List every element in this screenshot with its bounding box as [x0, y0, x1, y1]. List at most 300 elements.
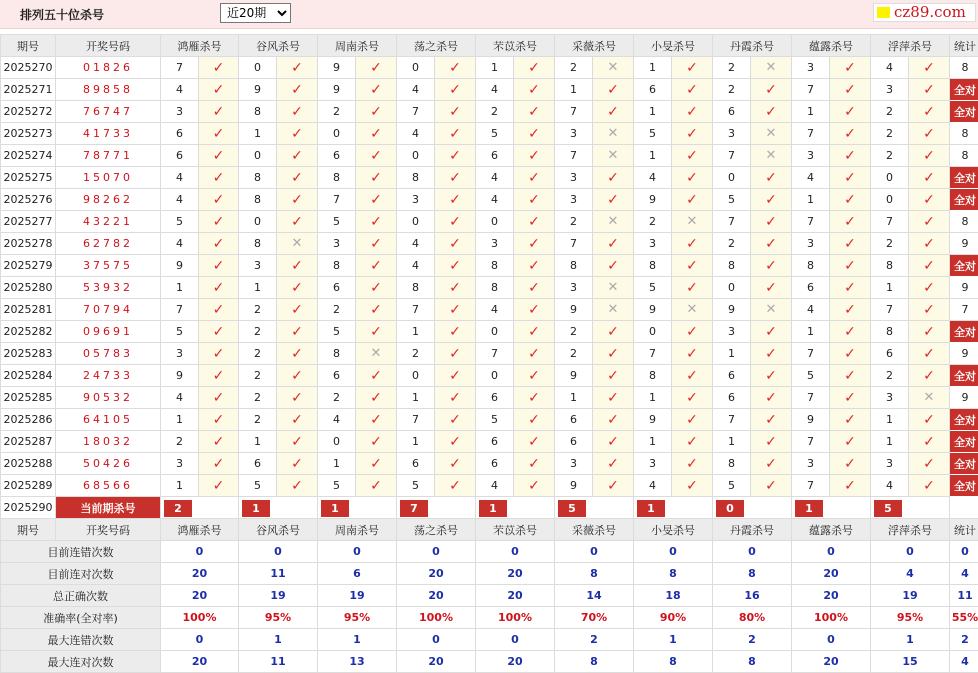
check-icon: [514, 167, 555, 189]
check-mark-icon: ✓: [528, 302, 540, 318]
check-mark-icon: ✓: [291, 214, 303, 230]
kill-value: 7: [713, 409, 751, 431]
kill-value: 4: [476, 79, 514, 101]
check-icon: [435, 189, 476, 211]
stat-value: 0: [634, 541, 713, 563]
table-row: [1, 233, 978, 255]
kill-value: 0: [239, 57, 277, 79]
kill-value: 9: [634, 189, 672, 211]
check-mark-icon: ✓: [686, 126, 698, 142]
check-mark-icon: ✓: [370, 258, 382, 274]
check-icon: [199, 453, 239, 475]
table-row: [1, 123, 978, 145]
stat-value: 20: [161, 563, 239, 585]
check-icon: [435, 123, 476, 145]
check-icon: [672, 123, 713, 145]
stat-value: 0: [318, 541, 397, 563]
kill-value: 9: [555, 365, 593, 387]
check-icon: [514, 255, 555, 277]
check-mark-icon: ✓: [213, 302, 225, 318]
kill-value: 6: [476, 387, 514, 409]
kill-value: 7: [713, 145, 751, 167]
table-row: [1, 255, 978, 277]
check-icon: [435, 409, 476, 431]
check-icon: [593, 167, 634, 189]
check-icon: [277, 189, 318, 211]
check-icon: [751, 453, 792, 475]
kill-value: 2: [239, 321, 277, 343]
check-mark-icon: ✓: [844, 104, 856, 120]
cross-icon: [751, 299, 792, 321]
stat-value: 8: [555, 651, 634, 673]
stat-value: 20: [476, 585, 555, 607]
table-row: [1, 365, 978, 387]
check-icon: [277, 343, 318, 365]
check-mark-icon: ✓: [607, 104, 619, 120]
check-icon: [593, 79, 634, 101]
check-mark-icon: ✓: [607, 82, 619, 98]
row-total: 全对: [950, 409, 978, 431]
check-mark-icon: ✓: [213, 412, 225, 428]
check-icon: [593, 233, 634, 255]
check-mark-icon: ✓: [213, 324, 225, 340]
kill-value: 8: [871, 255, 909, 277]
stat-value: 8: [713, 563, 792, 585]
stat-label: 总正确次数: [1, 585, 161, 607]
check-mark-icon: ✓: [213, 126, 225, 142]
check-icon: [356, 123, 397, 145]
issue-number: 2025287: [1, 431, 56, 453]
check-mark-icon: ✓: [923, 324, 935, 340]
cross-icon: [356, 343, 397, 365]
row-total: 全对: [950, 255, 978, 277]
check-icon: [909, 475, 950, 497]
check-icon: [435, 431, 476, 453]
check-icon: [672, 79, 713, 101]
cross-icon: [751, 57, 792, 79]
check-icon: [672, 431, 713, 453]
check-mark-icon: ✓: [213, 368, 225, 384]
column-header: 期号: [1, 35, 56, 57]
check-mark-icon: ✓: [844, 412, 856, 428]
check-mark-icon: ✓: [291, 170, 303, 186]
column-header: 小旻杀号: [634, 35, 713, 57]
check-mark-icon: ✓: [291, 126, 303, 142]
check-mark-icon: ✓: [686, 390, 698, 406]
kill-value: 7: [555, 145, 593, 167]
stat-value: 20: [476, 563, 555, 585]
stat-value: 4: [950, 563, 978, 585]
kill-value: 8: [397, 277, 435, 299]
kill-value: 3: [318, 233, 356, 255]
check-icon: [672, 475, 713, 497]
check-mark-icon: ✓: [686, 280, 698, 296]
check-icon: [356, 145, 397, 167]
check-mark-icon: ✓: [844, 390, 856, 406]
check-mark-icon: ✓: [370, 148, 382, 164]
check-icon: [199, 321, 239, 343]
stat-value: 0: [476, 629, 555, 651]
row-total: 全对: [950, 101, 978, 123]
stat-value: 6: [318, 563, 397, 585]
kill-value: 4: [397, 233, 435, 255]
check-mark-icon: ✓: [923, 456, 935, 472]
table-row: [1, 145, 978, 167]
stat-label: 准确率(全对率): [1, 607, 161, 629]
cross-icon: [672, 211, 713, 233]
check-mark-icon: ✓: [528, 82, 540, 98]
check-icon: [277, 365, 318, 387]
kill-value: 2: [318, 299, 356, 321]
check-mark-icon: ✓: [923, 236, 935, 252]
row-total: 8: [950, 123, 978, 145]
kill-value: 1: [161, 277, 199, 299]
check-icon: [356, 387, 397, 409]
draw-number: 09691: [56, 321, 161, 343]
check-icon: [830, 475, 871, 497]
cross-icon: [593, 145, 634, 167]
kill-value: 7: [792, 211, 830, 233]
check-icon: [356, 167, 397, 189]
brand-logo[interactable]: [873, 3, 976, 22]
check-mark-icon: ✓: [765, 214, 777, 230]
check-mark-icon: ✓: [765, 280, 777, 296]
check-icon: [277, 123, 318, 145]
issue-number: 2025279: [1, 255, 56, 277]
check-mark-icon: ✓: [291, 478, 303, 494]
column-header: 鸿雁杀号: [161, 519, 239, 541]
column-header: 芣苡杀号: [476, 35, 555, 57]
period-select[interactable]: [220, 3, 291, 23]
kill-value: 0: [634, 321, 672, 343]
check-mark-icon: ✓: [844, 456, 856, 472]
kill-value: 8: [239, 167, 277, 189]
kill-value: 1: [871, 431, 909, 453]
check-mark-icon: ✓: [923, 192, 935, 208]
check-mark-icon: ✓: [923, 60, 935, 76]
check-mark-icon: ✓: [844, 258, 856, 274]
table-row: [1, 387, 978, 409]
check-icon: [514, 277, 555, 299]
column-header: 采薇杀号: [555, 519, 634, 541]
column-header: 丹霞杀号: [713, 519, 792, 541]
kill-value: 5: [634, 123, 672, 145]
check-mark-icon: ✓: [449, 148, 461, 164]
check-mark-icon: ✓: [844, 214, 856, 230]
check-mark-icon: ✓: [923, 82, 935, 98]
check-mark-icon: ✓: [291, 104, 303, 120]
stat-row: [1, 563, 978, 585]
stat-value: 13: [318, 651, 397, 673]
kill-value: 5: [161, 321, 199, 343]
stat-value: 100%: [397, 607, 476, 629]
kill-value: 1: [476, 57, 514, 79]
kill-value: 6: [476, 431, 514, 453]
kill-value: 1: [634, 431, 672, 453]
check-icon: [672, 321, 713, 343]
check-mark-icon: ✓: [844, 302, 856, 318]
stat-value: 20: [476, 651, 555, 673]
check-icon: [277, 453, 318, 475]
stat-value: 8: [713, 651, 792, 673]
kill-value: 7: [792, 79, 830, 101]
check-mark-icon: ✓: [765, 368, 777, 384]
kill-value: 3: [634, 233, 672, 255]
check-icon: [751, 167, 792, 189]
kill-value: 1: [161, 475, 199, 497]
current-kill-cell: [792, 497, 871, 519]
check-icon: [199, 409, 239, 431]
cross-icon: [593, 123, 634, 145]
issue-number: 2025277: [1, 211, 56, 233]
check-mark-icon: ✓: [449, 412, 461, 428]
draw-number: 70794: [56, 299, 161, 321]
issue-number: 2025276: [1, 189, 56, 211]
check-icon: [435, 211, 476, 233]
cross-mark-icon: ✕: [766, 302, 777, 317]
check-icon: [356, 255, 397, 277]
check-icon: [277, 101, 318, 123]
stat-value: 90%: [634, 607, 713, 629]
table-row: [1, 101, 978, 123]
stat-value: 14: [555, 585, 634, 607]
draw-number: 24733: [56, 365, 161, 387]
check-icon: [909, 431, 950, 453]
check-mark-icon: ✓: [607, 192, 619, 208]
draw-number: 90532: [56, 387, 161, 409]
check-mark-icon: ✓: [370, 412, 382, 428]
stat-label: 最大连错次数: [1, 629, 161, 651]
check-mark-icon: ✓: [291, 368, 303, 384]
check-icon: [751, 233, 792, 255]
check-mark-icon: ✓: [765, 192, 777, 208]
check-icon: [672, 343, 713, 365]
check-icon: [435, 255, 476, 277]
kill-value: 2: [239, 299, 277, 321]
kill-value: 4: [397, 79, 435, 101]
check-mark-icon: ✓: [686, 258, 698, 274]
check-mark-icon: ✓: [213, 60, 225, 76]
row-total: 全对: [950, 321, 978, 343]
kill-value: 5: [397, 475, 435, 497]
kill-value: 5: [239, 475, 277, 497]
check-mark-icon: ✓: [844, 324, 856, 340]
issue-number: 2025274: [1, 145, 56, 167]
stat-value: 100%: [476, 607, 555, 629]
check-icon: [356, 409, 397, 431]
kill-value: 3: [792, 57, 830, 79]
kill-value: 4: [397, 255, 435, 277]
kill-value: 2: [871, 233, 909, 255]
check-icon: [593, 189, 634, 211]
cross-mark-icon: ✕: [292, 236, 303, 251]
kill-value: 6: [239, 453, 277, 475]
cross-mark-icon: ✕: [687, 302, 698, 317]
check-mark-icon: ✓: [449, 324, 461, 340]
kill-value: 8: [239, 101, 277, 123]
kill-value: 0: [318, 123, 356, 145]
check-icon: [593, 321, 634, 343]
kill-value: 3: [161, 343, 199, 365]
table-row: [1, 343, 978, 365]
cross-mark-icon: ✕: [608, 302, 619, 317]
check-icon: [830, 343, 871, 365]
table-row: [1, 79, 978, 101]
kill-value: 6: [161, 123, 199, 145]
issue-number: 2025283: [1, 343, 56, 365]
kill-value: 4: [476, 189, 514, 211]
kill-value: 3: [555, 189, 593, 211]
current-kill-badge: 1: [637, 500, 665, 517]
check-mark-icon: ✓: [213, 346, 225, 362]
kill-value: 2: [318, 387, 356, 409]
check-mark-icon: ✓: [844, 368, 856, 384]
check-mark-icon: ✓: [370, 324, 382, 340]
check-icon: [435, 343, 476, 365]
check-icon: [435, 145, 476, 167]
check-mark-icon: ✓: [607, 368, 619, 384]
check-icon: [909, 365, 950, 387]
stat-value: 0: [397, 629, 476, 651]
column-header: 开奖号码: [56, 35, 161, 57]
kill-value: 5: [634, 277, 672, 299]
kill-value: 8: [397, 167, 435, 189]
issue-number: 2025286: [1, 409, 56, 431]
kill-value: 4: [161, 233, 199, 255]
check-icon: [277, 321, 318, 343]
cross-icon: [593, 57, 634, 79]
check-icon: [199, 475, 239, 497]
check-icon: [751, 387, 792, 409]
cross-mark-icon: ✕: [608, 214, 619, 229]
check-mark-icon: ✓: [765, 236, 777, 252]
top-bar: [0, 0, 978, 29]
check-mark-icon: ✓: [370, 390, 382, 406]
check-mark-icon: ✓: [686, 346, 698, 362]
check-icon: [751, 79, 792, 101]
column-header: 蕴露杀号: [792, 519, 871, 541]
check-mark-icon: ✓: [370, 478, 382, 494]
check-mark-icon: ✓: [291, 346, 303, 362]
check-icon: [751, 211, 792, 233]
check-icon: [514, 321, 555, 343]
stat-value: 4: [950, 651, 978, 673]
check-mark-icon: ✓: [765, 412, 777, 428]
check-mark-icon: ✓: [607, 434, 619, 450]
check-mark-icon: ✓: [291, 456, 303, 472]
kill-value: 2: [634, 211, 672, 233]
kill-value: 8: [634, 365, 672, 387]
kill-value: 6: [634, 79, 672, 101]
kill-value: 7: [713, 211, 751, 233]
check-mark-icon: ✓: [213, 478, 225, 494]
kill-value: 8: [555, 255, 593, 277]
kill-value: 0: [397, 145, 435, 167]
check-icon: [672, 145, 713, 167]
row-total: 7: [950, 299, 978, 321]
stat-value: 19: [871, 585, 950, 607]
check-icon: [277, 387, 318, 409]
check-mark-icon: ✓: [291, 390, 303, 406]
kill-value: 0: [397, 57, 435, 79]
stat-value: 100%: [161, 607, 239, 629]
kill-value: 6: [713, 101, 751, 123]
current-kill-badge: 1: [321, 500, 349, 517]
check-mark-icon: ✓: [607, 324, 619, 340]
check-mark-icon: ✓: [213, 456, 225, 472]
table-row: [1, 431, 978, 453]
cross-icon: [277, 233, 318, 255]
check-mark-icon: ✓: [686, 236, 698, 252]
check-icon: [277, 79, 318, 101]
stat-value: 0: [476, 541, 555, 563]
check-mark-icon: ✓: [686, 104, 698, 120]
check-icon: [199, 431, 239, 453]
check-mark-icon: ✓: [686, 60, 698, 76]
current-kill-badge: 1: [479, 500, 507, 517]
kill-value: 7: [555, 101, 593, 123]
stat-value: 11: [239, 651, 318, 673]
kill-value: 7: [871, 299, 909, 321]
stat-value: 20: [397, 585, 476, 607]
stat-value: 1: [634, 629, 713, 651]
kill-value: 8: [476, 277, 514, 299]
cross-mark-icon: ✕: [766, 148, 777, 163]
issue-number: 2025272: [1, 101, 56, 123]
column-header: 荡之杀号: [397, 35, 476, 57]
check-mark-icon: ✓: [686, 478, 698, 494]
kill-value: 9: [318, 79, 356, 101]
row-total: 9: [950, 233, 978, 255]
check-icon: [830, 255, 871, 277]
check-icon: [356, 299, 397, 321]
stat-value: 100%: [792, 607, 871, 629]
kill-value: 0: [713, 277, 751, 299]
kill-value: 2: [161, 431, 199, 453]
check-icon: [277, 409, 318, 431]
check-mark-icon: ✓: [370, 104, 382, 120]
check-icon: [909, 299, 950, 321]
kill-value: 3: [397, 189, 435, 211]
table-row: [1, 211, 978, 233]
brand-text: cz89.com: [894, 3, 966, 21]
current-kill-cell: [397, 497, 476, 519]
kill-value: 1: [239, 277, 277, 299]
kill-value: 0: [239, 145, 277, 167]
check-icon: [277, 277, 318, 299]
stat-value: 95%: [318, 607, 397, 629]
kill-value: 8: [713, 453, 751, 475]
check-icon: [909, 321, 950, 343]
check-mark-icon: ✓: [449, 434, 461, 450]
kill-value: 3: [476, 233, 514, 255]
kill-value: 1: [634, 57, 672, 79]
stat-label: 最大连对次数: [1, 651, 161, 673]
check-icon: [830, 409, 871, 431]
issue-number: 2025275: [1, 167, 56, 189]
check-mark-icon: ✓: [213, 280, 225, 296]
issue-number: 2025278: [1, 233, 56, 255]
check-mark-icon: ✓: [607, 258, 619, 274]
check-icon: [199, 343, 239, 365]
issue-number: 2025281: [1, 299, 56, 321]
check-icon: [909, 123, 950, 145]
kill-value: 3: [871, 79, 909, 101]
kill-value: 6: [713, 365, 751, 387]
check-icon: [514, 211, 555, 233]
stat-value: 20: [397, 563, 476, 585]
issue-number: 2025282: [1, 321, 56, 343]
